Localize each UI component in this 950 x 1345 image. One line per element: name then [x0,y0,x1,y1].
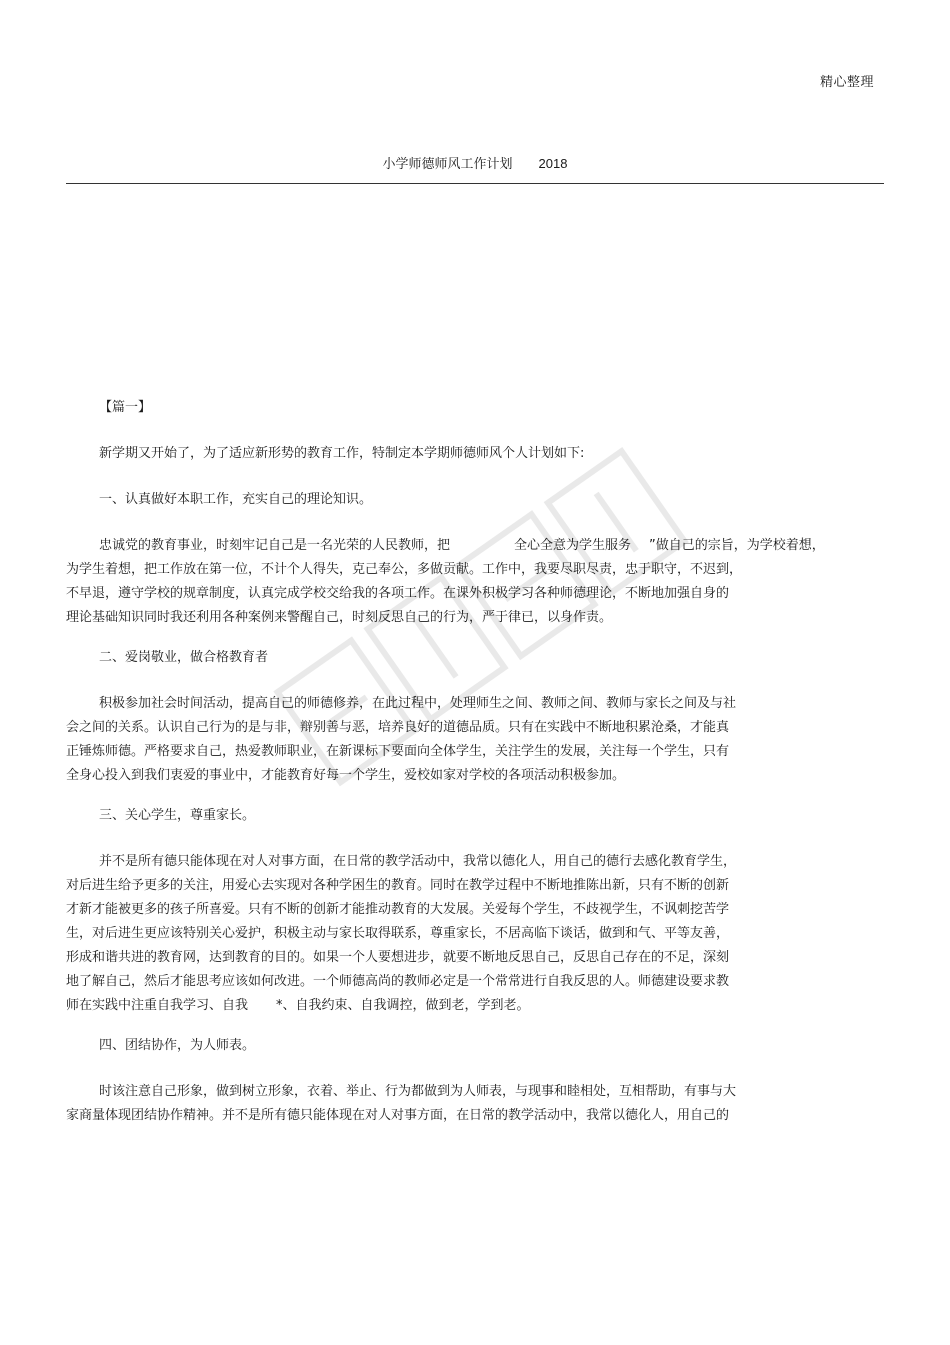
section-marker: 【篇一】 [99,400,152,415]
line-text: *、自我约束、自我调控，做到老，学到老。 [276,998,530,1013]
corner-tag: 精心整理 [819,75,874,90]
paragraph-line: 并不是所有德只能体现在对人对事方面，在日常的教学活动中，我常以德化人，用自己的德行去感化教育学生， [99,854,737,869]
paragraph-line: 才新才能被更多的孩子所喜爱。只有不断的创新才能推动教育的大发展。关爱每个学生，不歧视学生，不讽刺挖苦学 [66,902,730,917]
paragraph-line: 正锤炼师德。严格要求自己，热爱教师职业，在新课标下要面向全体学生，关注学生的发展，关注每一个学生，只有 [66,744,730,759]
paragraph-line: 形成和谐共进的教育网，达到教育的目的。如果一个人要想进步，就要不断地反思自己，反思自己存在的不足，深刻 [66,950,730,965]
intro-paragraph: 新学期又开始了，为了适应新形势的教育工作，特制定本学期师德师风个人计划如下: [99,446,585,461]
document-body [66,396,866,1144]
paragraph-line [66,534,866,558]
section-paragraph [66,692,866,788]
header-year: 2018 [538,156,568,171]
paragraph-line: 家商量体现团结协作精神。并不是所有德只能体现在对人对事方面，在日常的教学活动中，我常以德化人，用自己的 [66,1108,730,1123]
section-heading: 三、关心学生，尊重家长。 [99,808,256,823]
section-paragraph [66,534,866,630]
section-heading: 四、团结协作，为人师表。 [99,1038,256,1053]
line-text: 师在实践中注重自我学习、自我 [66,998,249,1013]
header-title: 小学师德师风工作计划 [382,157,513,172]
line-text: ”做自己的宗旨，为学校着想， [649,538,825,553]
paragraph-line: 积极参加社会时间活动，提高自己的师德修养，在此过程中，处理师生之间、教师之间、教师与家长之间及与社 [99,696,737,711]
paragraph-line [66,994,866,1018]
paragraph-line: 会之间的关系。认识自己行为的是与非，辩别善与恶，培养良好的道德品质。只有在实践中不断地积累沧桑，才能真 [66,720,730,735]
line-text: 忠诚党的教育事业，时刻牢记自己是一名光荣的人民教师，把 [99,538,451,553]
section-heading: 一、认真做好本职工作，充实自己的理论知识。 [99,492,373,507]
section-heading: 二、爱岗敬业，做合格教育者 [99,650,269,665]
section-paragraph [66,1080,866,1128]
paragraph-line: 全身心投入到我们衷爱的事业中，才能教育好每一个学生，爱校如家对学校的各项活动积极参加。 [66,768,626,783]
paragraph-line: 地了解自己，然后才能思考应该如何改进。一个师德高尚的教师必定是一个常常进行自我反思的人。师德建设要求教 [66,974,730,989]
paragraph-line: 为学生着想，把工作放在第一位，不计个人得失，克己奉公，多做贡献。工作中，我要尽职尽责，忠于职守，不迟到， [66,562,743,577]
section-paragraph [66,850,866,1018]
page-header [0,153,950,172]
paragraph-line: 不早退，遵守学校的规章制度，认真完成学校交给我的各项工作。在课外积极学习各种师德理论，不断地加强自身的 [66,586,730,601]
line-text: 全心全意为学生服务 [514,538,632,553]
paragraph-line: 生，对后进生更应该特别关心爱护，积极主动与家长取得联系，尊重家长，不居高临下谈话，做到和气、平等友善， [66,926,730,941]
paragraph-line: 对后进生给予更多的关注，用爱心去实现对各种学困生的教育。同时在教学过程中不断地推陈出新，只有不断的创新 [66,878,730,893]
header-rule [66,183,884,184]
paragraph-line: 时该注意自己形象，做到树立形象，衣着、举止、行为都做到为人师表，与现事和睦相处，互相帮助，有事与大 [99,1084,737,1099]
paragraph-line: 理论基础知识同时我还利用各种案例来警醒自己，时刻反思自己的行为，严于律已，以身作责。 [66,610,613,625]
